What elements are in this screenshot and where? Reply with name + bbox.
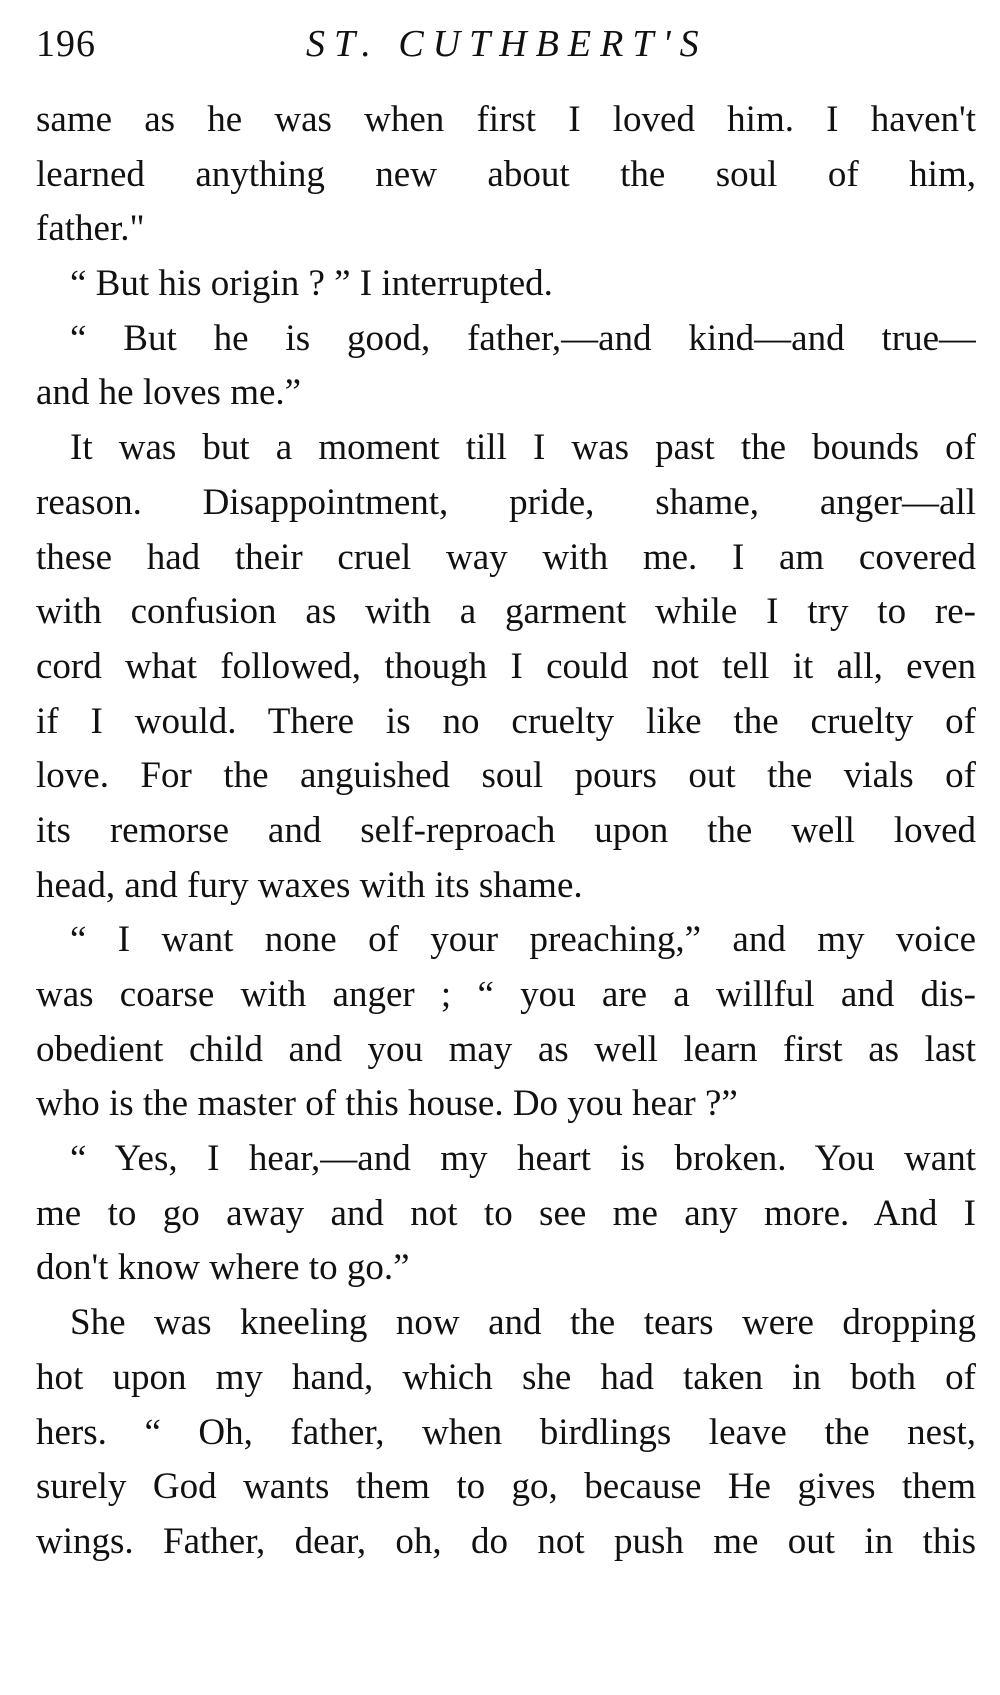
text-line: was coarse with anger ; “ you are a willful and dis- <box>36 974 976 1015</box>
text-line: don't know where to go.” <box>36 1247 410 1289</box>
text-line: “ But his origin ? ” I interrupted. <box>70 263 553 305</box>
text-line: It was but a moment till I was past the bounds of <box>70 427 976 469</box>
running-title: ST. CUTHBERT'S <box>306 23 708 65</box>
text-line: with confusion as with a garment while I try to re- <box>36 591 976 633</box>
text-line: head, and fury waxes with its shame. <box>36 864 583 906</box>
text-line: love. For the anguished soul pours out the vials of <box>36 755 976 797</box>
text-line: same as he was when first I loved him. I haven't <box>36 99 976 140</box>
text-line: hot upon my hand, which she had taken in both of <box>36 1356 976 1398</box>
page-number: 196 <box>36 23 96 65</box>
text-line: who is the master of this house. Do you hear ?” <box>36 1083 738 1125</box>
text-line: these had their cruel way with me. I am covered <box>36 536 976 578</box>
text-line: cord what followed, though I could not tell it all, even <box>36 645 976 687</box>
text-line: hers. “ Oh, father, when birdlings leave the nest, <box>36 1411 976 1453</box>
text-line: learned anything new about the soul of him, <box>36 153 976 195</box>
text-line: and he loves me.” <box>36 372 302 414</box>
text-line: father." <box>36 208 145 250</box>
text-line: wings. Father, dear, oh, do not push me out in this <box>36 1520 976 1562</box>
text-line: surely God wants them to go, because He gives them <box>36 1466 976 1508</box>
text-line: She was kneeling now and the tears were dropping <box>70 1302 976 1344</box>
text-line: “ I want none of your preaching,” and my voice <box>70 919 976 961</box>
text-line: if I would. There is no cruelty like the cruelty of <box>36 700 976 742</box>
text-line: “ But he is good, father,—and kind—and true— <box>70 317 976 359</box>
text-line: me to go away and not to see me any more. And I <box>36 1192 976 1234</box>
page-header <box>36 14 976 74</box>
text-line: its remorse and self-reproach upon the well loved <box>36 809 976 851</box>
text-line: reason. Disappointment, pride, shame, anger—all <box>36 481 976 523</box>
body-text <box>36 93 976 1570</box>
text-line: “ Yes, I hear,—and my heart is broken. You want <box>70 1138 976 1180</box>
text-line: obedient child and you may as well learn first as last <box>36 1028 976 1070</box>
